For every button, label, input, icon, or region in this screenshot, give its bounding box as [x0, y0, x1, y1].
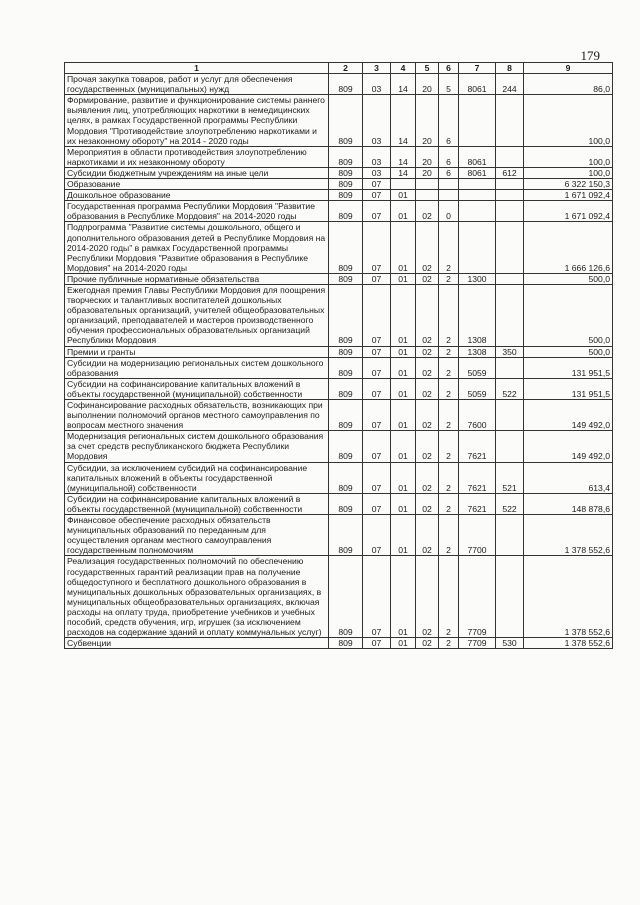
row-name-cell: Финансовое обеспечение расходных обязательств муниципальных образований по переданным для осуществления органам местного самоуправления государственным полномочиям	[65, 515, 329, 556]
code-direction-cell: 1308	[459, 346, 496, 357]
table-row	[65, 431, 613, 462]
code-direction-cell: 8061	[459, 146, 496, 167]
code-section-cell: 07	[363, 462, 391, 493]
header-cell: 4	[391, 63, 416, 74]
row-name-cell: Субсидии на модернизацию региональных систем дошкольного образования	[65, 357, 329, 378]
code-subsection-cell: 14	[391, 146, 416, 167]
code-direction-cell: 7700	[459, 515, 496, 556]
code-program-cell: 02	[416, 462, 439, 493]
row-name-cell: Модернизация региональных систем дошкольного образования за счет средств республиканского бюджета Республики Мордовия	[65, 431, 329, 462]
code-grbs-cell: 809	[329, 167, 363, 178]
code-subsection-cell: 01	[391, 284, 416, 346]
code-section-cell: 07	[363, 638, 391, 649]
amount-cell: 100,0	[524, 95, 613, 146]
amount-cell: 86,0	[524, 74, 613, 95]
table-row	[65, 222, 613, 273]
header-cell: 2	[329, 63, 363, 74]
code-grbs-cell: 809	[329, 222, 363, 273]
row-name-cell: Прочие публичные нормативные обязательства	[65, 273, 329, 284]
row-name-cell: Мероприятия в области противодействия злоупотреблению наркотиками и их незаконному обороту	[65, 146, 329, 167]
code-direction-cell: 7600	[459, 400, 496, 431]
code-expense-type-cell	[496, 95, 524, 146]
row-name-cell: Формирование, развитие и функционирование системы раннего выявления лиц, употребляющих наркотики в немедицинских целях, в рамках Государственной программы Республики Мордовия "Противодействие злоупотреблению наркотиками и их незаконному обороту" на 2014 - 2020 годы	[65, 95, 329, 146]
amount-cell: 500,0	[524, 346, 613, 357]
code-subsection-cell: 01	[391, 462, 416, 493]
row-name-cell: Субсидии на софинансирование капитальных вложений в объекты государственной (муниципальной) собственности	[65, 493, 329, 514]
code-section-cell: 07	[363, 357, 391, 378]
code-subsection-cell: 01	[391, 431, 416, 462]
code-grbs-cell: 809	[329, 638, 363, 649]
code-subprogram-cell: 2	[439, 346, 459, 357]
code-direction-cell	[459, 190, 496, 201]
code-program-cell: 02	[416, 378, 439, 399]
amount-cell: 500,0	[524, 284, 613, 346]
code-subsection-cell: 14	[391, 167, 416, 178]
row-name-cell: Ежегодная премия Главы Республики Мордовия для поощрения творческих и талантливых воспитателей дошкольных образовательных организаций, учителей общеобразовательных организаций, преподавателей и мастеров производственного обучения профессиональных образовательных организаций Республики Мордовия	[65, 284, 329, 346]
amount-cell: 131 951,5	[524, 378, 613, 399]
code-grbs-cell: 809	[329, 273, 363, 284]
code-grbs-cell: 809	[329, 378, 363, 399]
code-subsection-cell: 01	[391, 400, 416, 431]
page-number: 179	[580, 48, 600, 63]
code-direction-cell	[459, 222, 496, 273]
code-expense-type-cell: 521	[496, 462, 524, 493]
code-program-cell: 02	[416, 556, 439, 638]
code-subprogram-cell: 2	[439, 431, 459, 462]
code-program-cell: 02	[416, 638, 439, 649]
code-subprogram-cell: 2	[439, 556, 459, 638]
code-direction-cell: 5059	[459, 378, 496, 399]
code-direction-cell: 7621	[459, 462, 496, 493]
table-row	[65, 515, 613, 556]
table-row	[65, 462, 613, 493]
code-subsection-cell: 01	[391, 556, 416, 638]
code-direction-cell	[459, 95, 496, 146]
code-subsection-cell: 01	[391, 346, 416, 357]
code-section-cell: 07	[363, 190, 391, 201]
code-section-cell: 03	[363, 95, 391, 146]
amount-cell: 1 378 552,6	[524, 556, 613, 638]
amount-cell: 100,0	[524, 167, 613, 178]
code-program-cell: 02	[416, 493, 439, 514]
code-grbs-cell: 809	[329, 74, 363, 95]
code-program-cell	[416, 190, 439, 201]
code-expense-type-cell	[496, 284, 524, 346]
code-subsection-cell	[391, 179, 416, 190]
code-section-cell: 07	[363, 346, 391, 357]
code-grbs-cell: 809	[329, 346, 363, 357]
code-direction-cell: 7709	[459, 556, 496, 638]
code-direction-cell: 7621	[459, 431, 496, 462]
code-expense-type-cell	[496, 357, 524, 378]
code-subsection-cell: 01	[391, 190, 416, 201]
amount-cell: 131 951,5	[524, 357, 613, 378]
table-row	[65, 556, 613, 638]
code-subprogram-cell: 2	[439, 638, 459, 649]
row-name-cell: Реализация государственных полномочий по обеспечению государственных гарантий реализации прав на получение общедоступного и бесплатного дошкольного образования в муниципальных дошкольных образовательных организациях, в муниципальных общеобразовательных организациях, включая расходы на оплату труда, приобретение учебников и учебных пособий, средств обучения, игр, игрушек (за исключением расходов на содержание зданий и оплату коммунальных услуг)	[65, 556, 329, 638]
code-program-cell: 02	[416, 431, 439, 462]
code-program-cell: 02	[416, 273, 439, 284]
header-row	[65, 63, 613, 74]
code-expense-type-cell	[496, 431, 524, 462]
code-subprogram-cell: 2	[439, 273, 459, 284]
amount-cell: 149 492,0	[524, 400, 613, 431]
table-row	[65, 346, 613, 357]
code-expense-type-cell	[496, 400, 524, 431]
header-cell: 1	[65, 63, 329, 74]
code-section-cell: 07	[363, 222, 391, 273]
code-expense-type-cell	[496, 201, 524, 222]
table-row	[65, 167, 613, 178]
table-row	[65, 146, 613, 167]
code-program-cell: 02	[416, 515, 439, 556]
code-subsection-cell: 01	[391, 638, 416, 649]
table-row	[65, 284, 613, 346]
amount-cell: 613,4	[524, 462, 613, 493]
code-expense-type-cell	[496, 273, 524, 284]
code-subprogram-cell: 2	[439, 222, 459, 273]
table-row	[65, 201, 613, 222]
code-program-cell: 20	[416, 95, 439, 146]
row-name-cell: Премии и гранты	[65, 346, 329, 357]
row-name-cell: Подпрограмма "Развитие системы дошкольного, общего и дополнительного образования детей в Республике Мордовия на 2014-2020 годы" в рамках Государственной программы Республики Мордовия "Развитие образования в Республике Мордовия" на 2014-2020 годы	[65, 222, 329, 273]
row-name-cell: Субсидии, за исключением субсидий на софинансирование капитальных вложений в объекты государственной (муниципальной) собственности	[65, 462, 329, 493]
code-section-cell: 07	[363, 515, 391, 556]
code-subprogram-cell: 0	[439, 201, 459, 222]
table-row	[65, 190, 613, 201]
code-subprogram-cell: 2	[439, 357, 459, 378]
code-grbs-cell: 809	[329, 95, 363, 146]
code-section-cell: 07	[363, 400, 391, 431]
amount-cell: 500,0	[524, 273, 613, 284]
code-direction-cell: 5059	[459, 357, 496, 378]
code-grbs-cell: 809	[329, 493, 363, 514]
table-row	[65, 179, 613, 190]
row-name-cell: Прочая закупка товаров, работ и услуг для обеспечения государственных (муниципальных) нужд	[65, 74, 329, 95]
code-grbs-cell: 809	[329, 146, 363, 167]
code-subprogram-cell: 2	[439, 515, 459, 556]
code-program-cell: 20	[416, 74, 439, 95]
code-direction-cell: 7621	[459, 493, 496, 514]
code-subsection-cell: 01	[391, 222, 416, 273]
code-direction-cell: 1300	[459, 273, 496, 284]
row-name-cell: Субсидии бюджетным учреждениям на иные цели	[65, 167, 329, 178]
amount-cell: 1 671 092,4	[524, 190, 613, 201]
code-program-cell: 20	[416, 146, 439, 167]
code-program-cell: 02	[416, 222, 439, 273]
code-grbs-cell: 809	[329, 190, 363, 201]
row-name-cell: Образование	[65, 179, 329, 190]
row-name-cell: Государственная программа Республики Мордовия "Развитие образования в Республике Мордовия" на 2014-2020 годы	[65, 201, 329, 222]
code-expense-type-cell	[496, 179, 524, 190]
amount-cell: 1 378 552,6	[524, 638, 613, 649]
amount-cell: 149 492,0	[524, 431, 613, 462]
code-section-cell: 03	[363, 146, 391, 167]
code-section-cell: 07	[363, 284, 391, 346]
code-subsection-cell: 01	[391, 493, 416, 514]
code-grbs-cell: 809	[329, 400, 363, 431]
code-program-cell: 02	[416, 284, 439, 346]
code-expense-type-cell	[496, 556, 524, 638]
code-program-cell	[416, 179, 439, 190]
code-program-cell: 02	[416, 201, 439, 222]
table-row	[65, 638, 613, 649]
code-program-cell: 02	[416, 346, 439, 357]
header-cell: 5	[416, 63, 439, 74]
code-grbs-cell: 809	[329, 357, 363, 378]
code-grbs-cell: 809	[329, 179, 363, 190]
code-expense-type-cell: 244	[496, 74, 524, 95]
code-section-cell: 03	[363, 74, 391, 95]
code-subsection-cell: 01	[391, 515, 416, 556]
amount-cell: 148 878,6	[524, 493, 613, 514]
code-subsection-cell: 01	[391, 378, 416, 399]
code-section-cell: 07	[363, 378, 391, 399]
code-expense-type-cell: 350	[496, 346, 524, 357]
code-subsection-cell: 14	[391, 74, 416, 95]
row-name-cell: Софинансирование расходных обязательств, возникающих при выполнении полномочий органов местного самоуправления по вопросам местного значения	[65, 400, 329, 431]
code-direction-cell: 1308	[459, 284, 496, 346]
code-expense-type-cell: 522	[496, 378, 524, 399]
header-cell: 7	[459, 63, 496, 74]
header-cell: 9	[524, 63, 613, 74]
header-cell: 8	[496, 63, 524, 74]
row-name-cell: Дошкольное образование	[65, 190, 329, 201]
code-subprogram-cell: 2	[439, 493, 459, 514]
code-subprogram-cell: 2	[439, 378, 459, 399]
code-expense-type-cell	[496, 515, 524, 556]
table-row	[65, 400, 613, 431]
code-direction-cell: 8061	[459, 167, 496, 178]
amount-cell: 6 322 150,3	[524, 179, 613, 190]
code-section-cell: 07	[363, 201, 391, 222]
table-row	[65, 493, 613, 514]
code-program-cell: 02	[416, 357, 439, 378]
code-subprogram-cell: 6	[439, 146, 459, 167]
code-program-cell: 20	[416, 167, 439, 178]
code-direction-cell: 8061	[459, 74, 496, 95]
code-expense-type-cell	[496, 222, 524, 273]
code-section-cell: 07	[363, 556, 391, 638]
code-expense-type-cell	[496, 146, 524, 167]
code-grbs-cell: 809	[329, 556, 363, 638]
code-subprogram-cell: 2	[439, 284, 459, 346]
header-cell: 3	[363, 63, 391, 74]
code-subsection-cell: 14	[391, 95, 416, 146]
table-row	[65, 95, 613, 146]
code-grbs-cell: 809	[329, 431, 363, 462]
table-row	[65, 378, 613, 399]
code-grbs-cell: 809	[329, 201, 363, 222]
code-section-cell: 07	[363, 273, 391, 284]
amount-cell: 1 666 126,6	[524, 222, 613, 273]
table-row	[65, 273, 613, 284]
code-subprogram-cell	[439, 190, 459, 201]
code-program-cell: 02	[416, 400, 439, 431]
code-section-cell: 03	[363, 167, 391, 178]
code-section-cell: 07	[363, 431, 391, 462]
row-name-cell: Субвенции	[65, 638, 329, 649]
code-subprogram-cell	[439, 179, 459, 190]
code-expense-type-cell: 522	[496, 493, 524, 514]
table-row	[65, 357, 613, 378]
amount-cell: 100,0	[524, 146, 613, 167]
code-expense-type-cell: 530	[496, 638, 524, 649]
code-subprogram-cell: 6	[439, 167, 459, 178]
amount-cell: 1 378 552,6	[524, 515, 613, 556]
code-subprogram-cell: 5	[439, 74, 459, 95]
code-subsection-cell: 01	[391, 357, 416, 378]
code-section-cell: 07	[363, 179, 391, 190]
code-expense-type-cell: 612	[496, 167, 524, 178]
code-grbs-cell: 809	[329, 284, 363, 346]
header-cell: 6	[439, 63, 459, 74]
code-subprogram-cell: 6	[439, 95, 459, 146]
code-direction-cell	[459, 179, 496, 190]
code-subprogram-cell: 2	[439, 400, 459, 431]
code-grbs-cell: 809	[329, 462, 363, 493]
budget-table	[64, 62, 613, 649]
table-row	[65, 74, 613, 95]
code-expense-type-cell	[496, 190, 524, 201]
row-name-cell: Субсидии на софинансирование капитальных вложений в объекты государственной (муниципальной) собственности	[65, 378, 329, 399]
code-section-cell: 07	[363, 493, 391, 514]
code-direction-cell	[459, 201, 496, 222]
code-subsection-cell: 01	[391, 201, 416, 222]
code-subprogram-cell: 2	[439, 462, 459, 493]
amount-cell: 1 671 092,4	[524, 201, 613, 222]
code-direction-cell: 7709	[459, 638, 496, 649]
code-subsection-cell: 01	[391, 273, 416, 284]
code-grbs-cell: 809	[329, 515, 363, 556]
